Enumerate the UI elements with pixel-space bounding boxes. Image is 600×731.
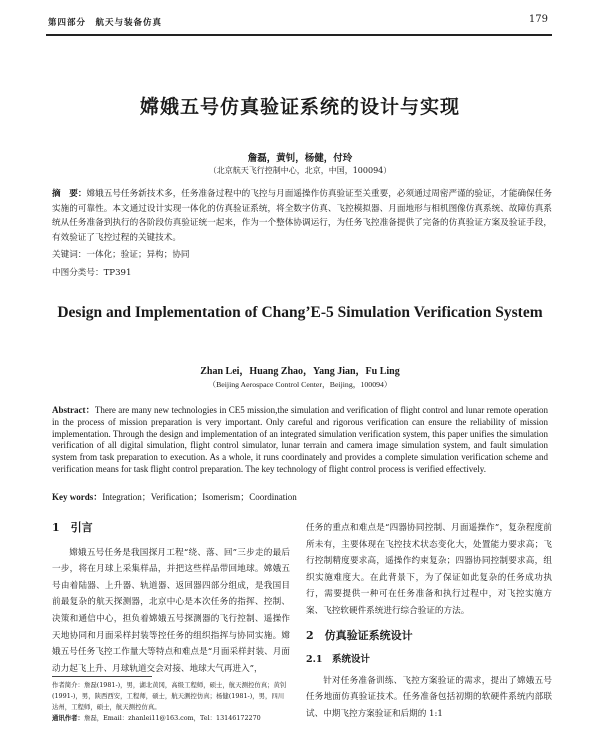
left-column bbox=[52, 520, 290, 677]
paper-title-cn: 嫦娥五号仿真验证系统的设计与实现 bbox=[139, 96, 460, 118]
footnote-contact-label: 通讯作者： bbox=[52, 714, 84, 722]
classification-cn-text: TP391 bbox=[103, 268, 132, 278]
section-2-1-paragraph: 针对任务准备训练、飞控方案验证的需求，提出了嫦娥五号任务地面仿真验证技术。任务准备包括初期的软硬件系统内部联试、中期飞控方案验证和后期的 1:1 bbox=[306, 675, 552, 719]
abstract-en-label: Abstract： bbox=[52, 405, 95, 415]
classification-cn-label: 中图分类号： bbox=[52, 268, 104, 278]
header-rule bbox=[46, 34, 552, 36]
abstract-en bbox=[52, 405, 548, 476]
keywords-en-label: Key words： bbox=[52, 492, 103, 502]
affiliation-cn: （北京航天飞行控制中心，北京，中国，100094） bbox=[208, 166, 392, 175]
abstract-cn-label: 摘 要： bbox=[52, 189, 87, 199]
keywords-en-text: Integration；Verification；Isomerism；Coordination bbox=[102, 492, 297, 502]
running-header: 第四部分 航天与装备仿真 bbox=[48, 18, 163, 28]
abstract-cn bbox=[52, 187, 552, 245]
section-1-continued: 任务的重点和难点是“四器协同控制、月面遥操作”，复杂程度前所未有，主要体现在飞控技术状态变化大，处置能力要求高；飞行控制精度要求高，遥操作约束复杂；四器协同控制要求高，组织实施难度大。在此背景下，为了保证如此复杂的任务成功执行，需要提供一种可在任务准备和执行过程中，对飞控实施方案、飞控软硬件系统进行综合验证的方法。 bbox=[306, 523, 552, 616]
footnote-author-info: 作者简介：詹磊(1981-)，男，湖北黄冈，高级工程师，硕士，航天测控仿真；黄钊(1991-)，男，陕西西安，工程师，硕士，航天测控仿真；杨健(1981-)，男，四川达州，工程师，硕士，航天测控仿真。 bbox=[52, 681, 287, 711]
footnote-contact bbox=[52, 713, 290, 724]
keywords-en bbox=[52, 490, 297, 503]
classification-cn bbox=[52, 266, 132, 278]
section-1-paragraph: 嫦娥五号任务是我国探月工程“绕、落、回”三步走的最后一步，将在月球上采集样品，并把这些样品带回地球。嫦娥五号由着陆器、上升器、轨道器、返回器四部分组成，是我国目前最复杂的航天探测器，北京中心是本次任务的指挥、控制、决策和通信中心，担负着嫦娥五号探测器的飞行控制、遥操作天地协同和月面采样封装等控任务的组织指挥与协同实施。嫦娥五号任务飞控工作量大等特点和难点是“月面采样封装、月面动力起飞上升、月球轨道交会对接、地球大气再进入”， bbox=[52, 547, 290, 674]
section-1-heading: 1 引言 bbox=[52, 521, 93, 534]
abstract-cn-text: 嫦娥五号任务新技术多，任务准备过程中的飞控与月面遥操作仿真验证至关重要，必须通过周密严谨的验证，才能确保任务实施的可靠性。本文通过设计实现一体化的仿真验证系统，将全数字仿真、飞控模拟器、月面地形与相机图像仿真系统、故障仿真系统从任务准备到执行的各阶段仿真验证统一起来，作为一个整体协调运行，为任务飞控准备提供了完备的仿真验证方案及验证手段，有效验证了飞控过程的关键技术。 bbox=[52, 189, 552, 243]
right-column bbox=[306, 520, 552, 723]
page-number: 179 bbox=[528, 14, 548, 25]
abstract-en-text: There are many new technologies in CE5 mission,the simulation and verification of flight control and lunar remote operation in the process of mission preparation is very important. Only careful and rigorous verification can ensure the reliability of mission implementation. Through the design and implementation of an integrated simulation verification system, this paper unifies the simulation verification of all digital simulation, flight control simulator, lunar terrain and camera image simulation system, and fault simulation system from task preparation to execution. As a whole, it runs coordinately and provides a complete simulation verification scheme and verification means for task flight control preparation. The key technology of flight control process is verified effectively. bbox=[52, 405, 548, 474]
authors-cn: 詹磊，黄钊，杨健，付玲 bbox=[247, 153, 353, 164]
section-2-heading: 2 仿真验证系统设计 bbox=[306, 628, 413, 642]
footnote-rule bbox=[52, 676, 152, 677]
footnote-contact-text: 詹磊，Email：zhanlei11@163.com，Tel：13146172270 bbox=[83, 714, 261, 722]
section-2-1-heading: 2.1 系统设计 bbox=[306, 654, 371, 666]
footnote bbox=[52, 680, 290, 724]
affiliation-en: （Beijing Aerospace Control Center，Beijing，100094） bbox=[208, 380, 392, 389]
keywords-cn bbox=[52, 248, 190, 260]
paper-title-en: Design and Implementation of Chang’E-5 Simulation Verification System bbox=[57, 304, 543, 321]
keywords-cn-text: 一体化；验证；异构；协同 bbox=[86, 250, 190, 260]
authors-en: Zhan Lei，Huang Zhao，Yang Jian，Fu Ling bbox=[200, 366, 400, 377]
keywords-cn-label: 关键词： bbox=[52, 250, 87, 260]
